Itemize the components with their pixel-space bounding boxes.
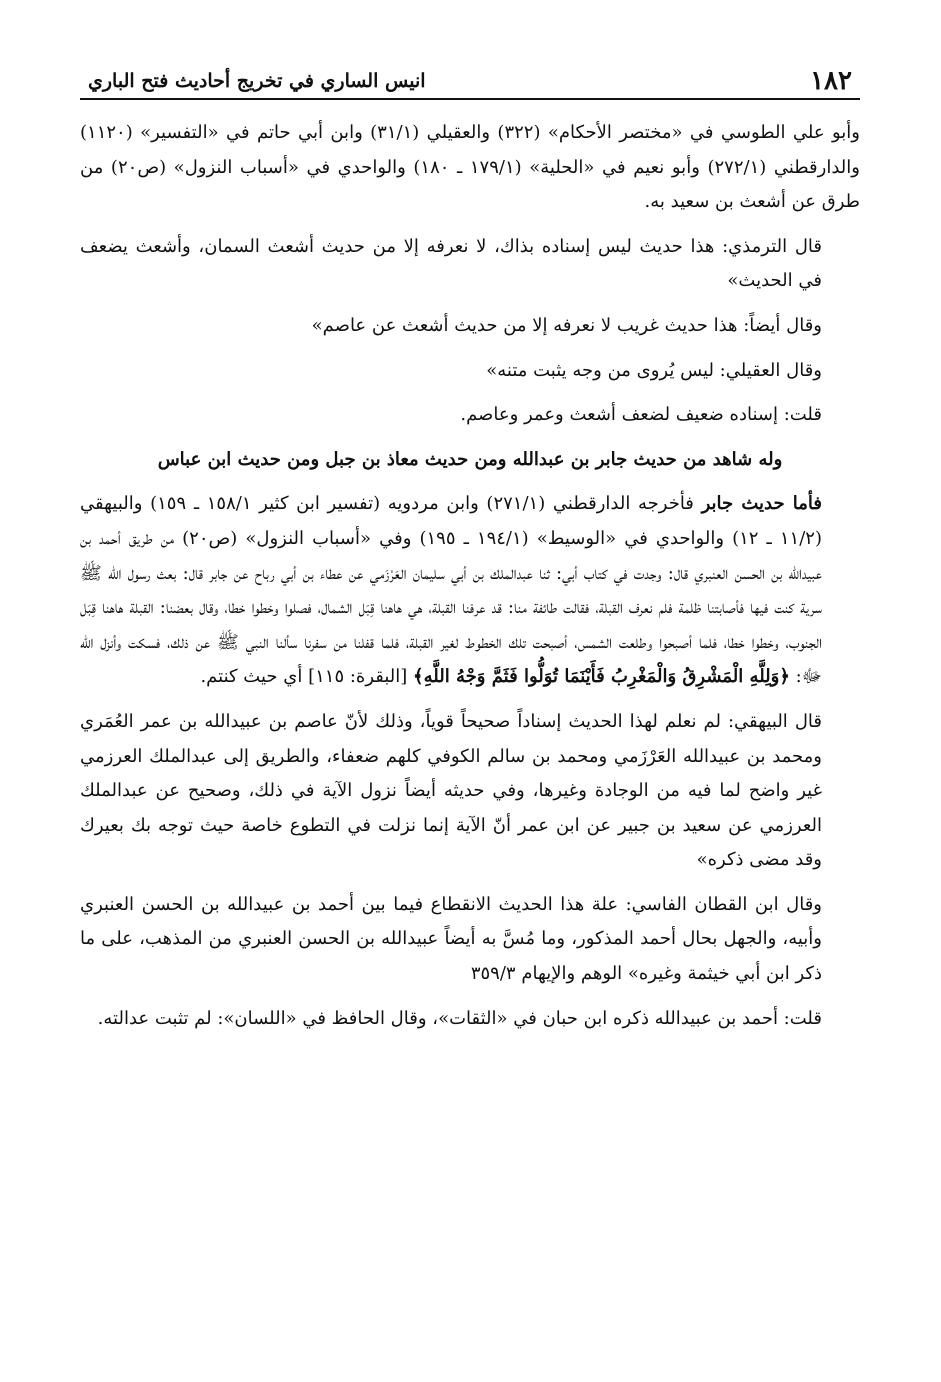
- page-number: ١٨٢: [810, 66, 852, 96]
- section-heading: وله شاهد من حديث جابر بن عبدالله ومن حديث معاذ بن جبل ومن حديث ابن عباس: [157, 448, 783, 470]
- verse-reference: [البقرة: ١١٥] أي حيث كنتم.: [200, 666, 414, 688]
- paragraph-tirmidhi: قال الترمذي: هذا حديث ليس إسناده بذاك، لا نعرفه إلا من حديث أشعث السمان، وأشعث يضعف في الحديث»: [80, 235, 822, 292]
- jabir-lead: فأما حديث جابر: [701, 493, 823, 515]
- page-body: [80, 116, 860, 1036]
- book-page: [80, 60, 860, 1046]
- paragraph-takhrij: وأبو علي الطوسي في «مختصر الأحكام» (٣٢٢) والعقيلي (٣١/١) وابن أبي حاتم في «التفسير» (١١٢٠) والدارقطني (٢٧٢/١) وأبو نعيم في «الحلية» (١٧٩/١ ـ ١٨٠) والواحدي في «أسباب النزول» (ص٢٠) من طرق عن أشعث بن سعيد به.: [80, 122, 860, 213]
- paragraph-bayhaqi: قال البيهقي: لم نعلم لهذا الحديث إسناداً صحيحاً قوياً، وذلك لأنّ عاصم بن عبيدالله بن عمر العُمَري ومحمد بن عبيدالله العَرْزَمي ومحمد بن سالم الكوفي كلهم ضعفاء، والطريق إلى عبدالملك العرزمي غير واضح لما فيه من الوجادة وغيرها، وفي حديثه أيضاً نزول الآية في ذلك، وصحيح عن عبدالملك العرزمي عن سعيد بن جبير عن ابن عمر أنّ الآية إنما نزلت في التطوع خاصة حيث توجه بك بعيرك وقد مضى ذكره»: [80, 710, 822, 871]
- paragraph-jabir: [80, 487, 860, 695]
- page-header: [80, 60, 860, 100]
- quran-verse: ﴿وَلِلَّهِ الْمَشْرِقُ وَالْمَغْرِبُ فَأَيْنَمَا تُوَلُّوا فَثَمَّ وَجْهُ اللَّهِ﴾: [413, 666, 790, 688]
- paragraph-conclusion: قلت: أحمد بن عبيدالله ذكره ابن حبان في «الثقات»، وقال الحافظ في «اللسان»: لم تثبت عدالته.: [97, 1007, 822, 1029]
- paragraph-tirmidhi-also: وقال أيضاً: هذا حديث غريب لا نعرفه إلا من حديث أشعث عن عاصم»: [311, 314, 822, 336]
- paragraph-verdict: قلت: إسناده ضعيف لضعف أشعث وعمر وعاصم.: [460, 404, 822, 426]
- paragraph-ibn-qattan: وقال ابن القطان الفاسي: علة هذا الحديث الانقطاع فيما بين أحمد بن عبيدالله بن الحسن العنبري وأبيه، والجهل بحال أحمد المذكور، وما مُسَّ به أيضاً عبيدالله بن الحسن العنبري من المذهب، على ما ذكر ابن أبي خيثمة وغيره» الوهم والإيهام ٣٥٩/٣: [80, 893, 822, 985]
- running-title: انيس الساري في تخريج أحاديث فتح الباري: [88, 70, 426, 92]
- paragraph-uqayli: وقال العقيلي: ليس يُروى من وجه يثبت متنه»: [486, 359, 822, 381]
- jabir-body: فأخرجه الدارقطني (٢٧١/١) وابن مردويه (تفسير ابن كثير ١٥٨/١ ـ ١٥٩) والبيهقي (١١/٢ ـ ١٢) والواحدي في «الوسيط» (١٩٤/١ ـ ١٩٥) وفي «أسباب النزول» (ص٢٠) من طريق أحمد بن عبيدالله بن الحسن العنبري قال: وجدت في كتاب أبي: ثنا عبدالملك بن أبي سليمان العَرْزَمي عن عطاء بن أبي رباح عن جابر قال: بعث رسول الله ﷺ سرية كنت فيها فأصابتنا ظلمة فلم نعرف القبلة، فقالت طائفة منا: قد عرفنا القبلة، هي هاهنا قِبَل الشمال، فصلوا وخطوا خطا، وقال بعضنا: القبلة هاهنا قِبَل الجنوب، وخطوا خطا، فلما أصبحوا وطلعت الشمس، أصبحت تلك الخطوط لغير القبلة، فلما قفلنا من سفرنا سألنا النبي ﷺ عن ذلك، فسكت وأنزل الله ﷻ:: [80, 493, 822, 688]
